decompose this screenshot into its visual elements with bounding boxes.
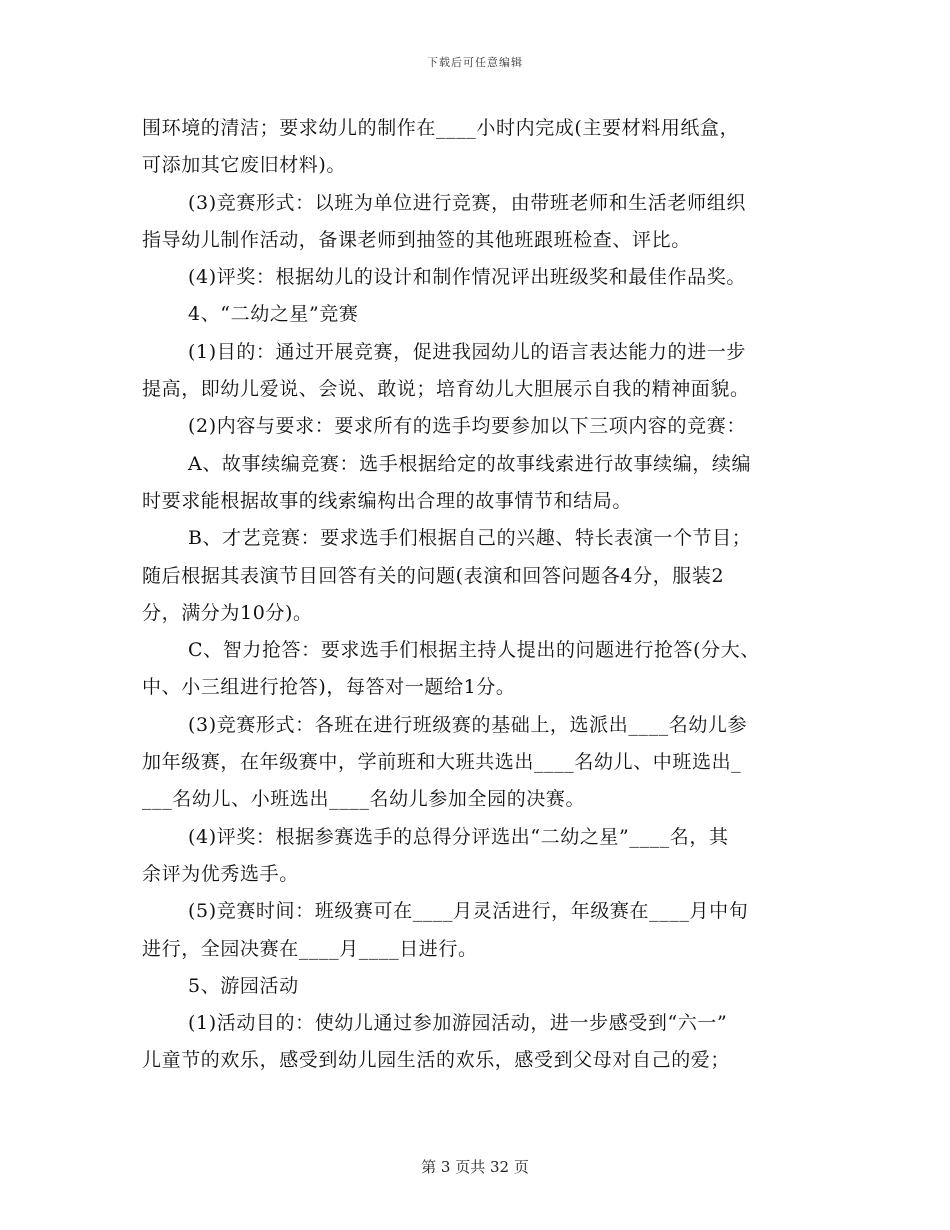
document-body: [142, 110, 810, 1080]
text-line: (5)竞赛时间：班级赛可在____月灵活进行，年级赛在____月中旬: [188, 900, 749, 923]
text-line: ___名幼儿、小班选出____名幼儿参加全园的决赛。: [142, 788, 586, 811]
text-line: 提高，即幼儿爱说、会说、敢说；培育幼儿大胆展示自我的精神面貌。: [142, 378, 750, 401]
text-line: 5、游园活动: [188, 974, 299, 997]
text-line: 分，满分为10分)。: [142, 601, 313, 624]
text-line: B、才艺竞赛：要求选手们根据自己的兴趣、特长表演一个节目；: [188, 527, 752, 550]
text-line: 围环境的清洁；要求幼儿的制作在____小时内完成(主要材料用纸盒，: [142, 117, 740, 139]
text-line: 中、小三组进行抢答)，每答对一题给1分。: [142, 676, 516, 699]
text-line: 随后根据其表演节目回答有关的问题(表演和回答问题各4分，服装2: [142, 564, 725, 587]
text-line: A、故事续编竞赛：选手根据给定的故事线索进行故事续编，续编: [188, 452, 752, 475]
text-line: 进行，全园决赛在____月____日进行。: [142, 937, 478, 960]
text-line: 加年级赛，在年级赛中，学前班和大班共选出____名幼儿、中班选出_: [142, 751, 742, 774]
text-line: 可添加其它废旧材料)。: [142, 154, 347, 177]
text-line: (2)内容与要求：要求所有的选手均要参加以下三项内容的竞赛：: [188, 415, 746, 438]
text-line: 余评为优秀选手。: [142, 862, 299, 885]
text-line: 儿童节的欢乐，感受到幼儿园生活的欢乐，感受到父母对自己的爱；: [142, 1049, 731, 1072]
text-line: (3)竞赛形式：以班为单位进行竞赛，由带班老师和生活老师组织: [188, 191, 746, 214]
text-line: (3)竞赛形式：各班在进行班级赛的基础上，选派出____名幼儿参: [188, 713, 748, 736]
text-line: C、智力抢答：要求选手们根据主持人提出的问题进行抢答(分大、: [188, 639, 760, 662]
text-line: 指导幼儿制作活动，备课老师到抽签的其他班跟班检查、评比。: [142, 228, 691, 251]
text-line: (4)评奖：根据参赛选手的总得分评选出“二幼之星”____名，其: [188, 825, 729, 848]
text-line: 4、“二幼之星”竞赛: [188, 303, 359, 326]
text-line: (1)目的：通过开展竞赛，促进我园幼儿的语言表达能力的进一步: [188, 340, 746, 363]
text-line: 时要求能根据故事的线索编构出合理的故事情节和结局。: [142, 489, 633, 512]
page-header: 下载后可任意编辑: [427, 56, 523, 69]
text-line: (1)活动目的：使幼儿通过参加游园活动，进一步感受到“六一”: [188, 1012, 728, 1035]
text-line: (4)评奖：根据幼儿的设计和制作情况评出班级奖和最佳作品奖。: [188, 266, 746, 289]
page-footer: 第 3 页共 32 页: [421, 1158, 529, 1176]
